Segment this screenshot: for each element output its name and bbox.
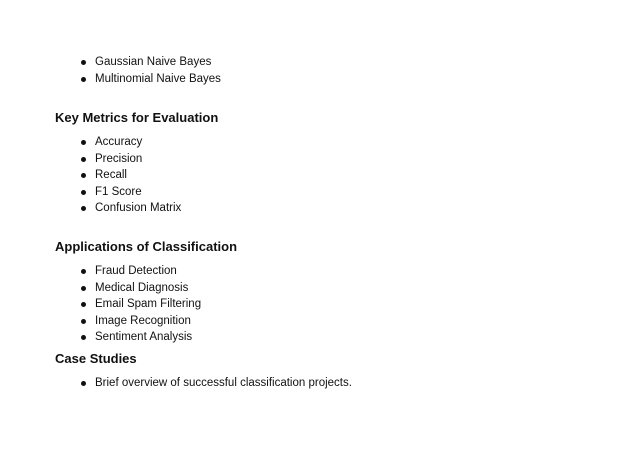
list-item xyxy=(79,167,181,184)
list-item xyxy=(79,200,181,217)
list-item-label: Fraud Detection xyxy=(95,265,177,277)
list-item-label: Sentiment Analysis xyxy=(95,331,193,343)
list-item-label: Confusion Matrix xyxy=(95,202,182,214)
list-item-label: F1 Score xyxy=(95,185,142,198)
list-item xyxy=(79,184,181,201)
list-item-label: Recall xyxy=(95,169,127,181)
applications-list xyxy=(79,263,201,346)
bullet-icon xyxy=(81,157,86,162)
list-item xyxy=(79,54,221,71)
bullet-icon xyxy=(81,381,86,386)
bullet-icon xyxy=(81,319,86,324)
list-item xyxy=(79,71,221,88)
bullet-icon xyxy=(81,140,86,145)
case-studies-heading: Case Studies xyxy=(55,351,137,366)
list-item xyxy=(79,151,181,168)
bullet-icon xyxy=(81,335,86,340)
list-item xyxy=(79,375,352,392)
list-item xyxy=(79,329,201,346)
applications-heading: Applications of Classification xyxy=(55,239,238,254)
naive-bayes-list xyxy=(79,54,221,87)
list-item xyxy=(79,280,201,297)
metrics-heading: Key Metrics for Evaluation xyxy=(55,110,219,125)
list-item-label: Brief overview of successful classification projects. xyxy=(95,377,352,389)
bullet-icon xyxy=(81,190,86,195)
bullet-icon xyxy=(81,286,86,291)
list-item xyxy=(79,134,181,151)
list-item xyxy=(79,263,201,280)
list-item xyxy=(79,313,201,330)
bullet-icon xyxy=(81,302,86,307)
case-studies-list xyxy=(79,375,352,392)
list-item-label: Email Spam Filtering xyxy=(95,298,202,310)
list-item-label: Accuracy xyxy=(95,136,143,148)
metrics-list xyxy=(79,134,181,217)
list-item-label: Image Recognition xyxy=(95,314,191,327)
list-item-label: Gaussian Naive Bayes xyxy=(95,56,212,68)
list-item-label: Precision xyxy=(95,152,143,165)
list-item xyxy=(79,296,201,313)
bullet-icon xyxy=(81,269,86,274)
list-item-label: Multinomial Naive Bayes xyxy=(95,72,221,85)
bullet-icon xyxy=(81,60,86,65)
list-item-label: Medical Diagnosis xyxy=(95,281,189,294)
bullet-icon xyxy=(81,173,86,178)
bullet-icon xyxy=(81,206,86,211)
bullet-icon xyxy=(81,77,86,82)
